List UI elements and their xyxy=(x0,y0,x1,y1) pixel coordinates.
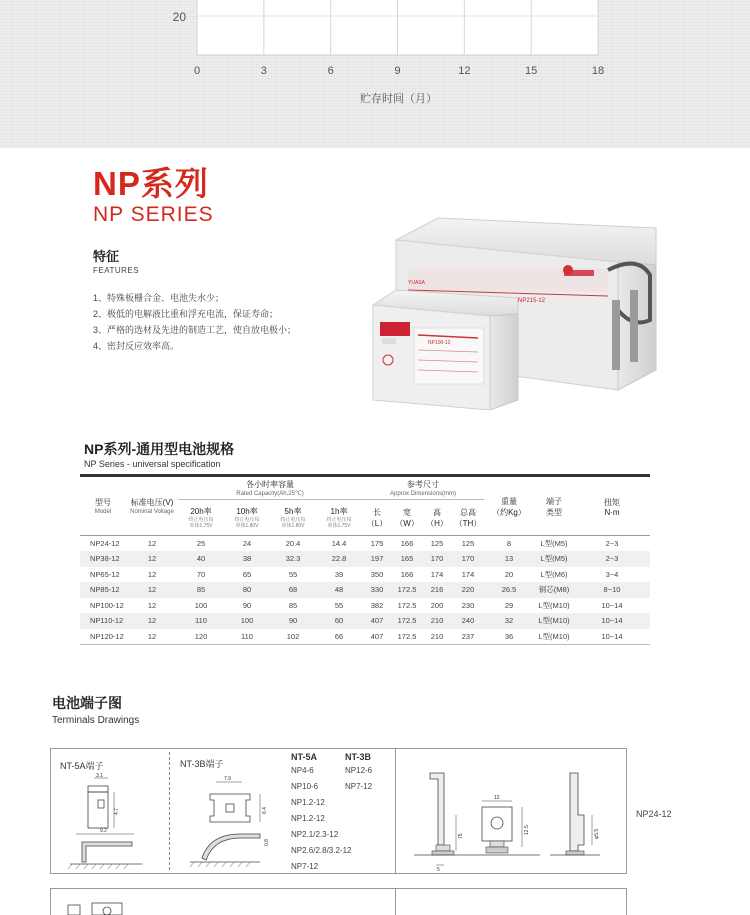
table-cell: 165 xyxy=(392,551,422,567)
header-weight: 重量 （约Kg） xyxy=(492,496,526,517)
nt3b-label: NT-3B端子 xyxy=(180,759,224,769)
table-cell: L型(M10) xyxy=(538,600,570,610)
table-cell: 85 xyxy=(178,582,224,598)
table-cell: 70 xyxy=(196,569,206,579)
battery-brand-text: YUASA xyxy=(408,280,425,286)
table-cell: 38 xyxy=(224,551,270,567)
header-voltage: 标准电压(V) Nominal Voltage xyxy=(130,498,174,515)
table-cell: 68 xyxy=(270,582,316,598)
table-cell: L型(M10) xyxy=(538,631,570,641)
table-cell: 100 xyxy=(224,613,270,629)
table-cell: 407 xyxy=(370,631,384,641)
table-cell: 2~3 xyxy=(605,539,619,548)
cell-model: NP38-12 xyxy=(80,551,126,567)
table-cell: 210 xyxy=(422,613,452,629)
lower-terminal-drawing xyxy=(62,895,142,915)
table-cell: 197 xyxy=(362,551,392,567)
table-cell: 12 xyxy=(147,569,157,579)
table-cell: 12 xyxy=(147,631,157,641)
header-rate-5h: 5h率 终止电压每 单体1.80V xyxy=(280,507,306,529)
x-tick-label: 18 xyxy=(591,65,605,77)
features-subtitle: FEATURES xyxy=(93,266,140,275)
np24-dim-w: 12 xyxy=(494,795,500,801)
model-item: NP1.2-12 xyxy=(291,798,325,807)
features-list xyxy=(93,290,296,354)
table-cell: 100 xyxy=(194,600,208,610)
model-item: NP10-6 xyxy=(291,782,319,791)
table-cell: 60 xyxy=(316,613,362,629)
table-cell: 170 xyxy=(452,551,484,567)
nt5a-terminal-drawing xyxy=(62,772,162,872)
spec-title: NP系列-通用型电池规格 xyxy=(84,441,235,457)
chart-strip xyxy=(0,0,750,148)
table-cell: 55 xyxy=(288,569,298,579)
terminals-divider xyxy=(169,752,170,870)
table-cell: 铜芯(M8) xyxy=(534,582,574,598)
nt3b-dim-t: 0.8 xyxy=(264,839,270,846)
table-cell: 2~3 xyxy=(574,551,650,567)
series-subtitle: NP SERIES xyxy=(93,203,214,226)
table-cell: 25 xyxy=(196,539,206,548)
table-cell: 10~14 xyxy=(601,631,623,641)
table-cell: 20 xyxy=(504,569,514,579)
header-model: 型号 Model xyxy=(94,498,112,515)
table-cell: 32.3 xyxy=(270,551,316,567)
header-dim-w: 宽 （W） xyxy=(395,507,419,528)
table-cell: 8 xyxy=(506,539,512,548)
table-cell: 172.5 xyxy=(392,613,422,629)
spec-table-head xyxy=(80,478,650,536)
header-torque: 扭矩 N·m xyxy=(604,497,620,517)
model-item: NP12-6 xyxy=(345,766,373,775)
battery-product-image xyxy=(368,210,668,410)
table-row xyxy=(80,582,650,598)
header-capacity: 各小时率容量 Rated Capacity(Ah,25℃) xyxy=(178,478,362,500)
table-cell: 237 xyxy=(461,631,475,641)
series-title: NP系列 xyxy=(93,165,209,202)
table-cell: 220 xyxy=(452,582,484,598)
terminals-separator-lower xyxy=(395,888,396,915)
np24-dim-d: φ5.5 xyxy=(594,828,600,839)
model-item: NP7-12 xyxy=(345,782,373,791)
nt3b-terminal-drawing xyxy=(180,772,280,872)
table-cell: 172.5 xyxy=(397,631,417,641)
cell-model: NP24-12 xyxy=(90,539,120,548)
model-item: NP7-12 xyxy=(291,862,319,871)
table-cell: 29 xyxy=(504,600,514,610)
table-cell: 36 xyxy=(504,631,514,641)
feature-item: 1、特殊板栅合金、电池失水少； xyxy=(93,293,225,303)
cell-model: NP100-12 xyxy=(90,600,124,610)
table-row xyxy=(80,613,650,629)
terminals-title: 电池端子图 xyxy=(52,695,122,711)
table-cell: L型(M5) xyxy=(540,539,568,548)
table-cell: 3~4 xyxy=(605,569,619,579)
table-cell: 80 xyxy=(224,582,270,598)
table-cell: 12 xyxy=(126,613,178,629)
table-cell: 22.8 xyxy=(316,551,362,567)
table-row xyxy=(80,536,650,552)
table-cell: 240 xyxy=(452,613,484,629)
table-cell: 65 xyxy=(242,569,252,579)
spec-table-body xyxy=(80,536,650,645)
table-row xyxy=(80,598,650,614)
nt5a-dim-len: 9.2 xyxy=(100,828,107,834)
table-cell: L型(M10) xyxy=(534,613,574,629)
table-cell: 24 xyxy=(242,539,252,548)
small-battery xyxy=(373,290,518,410)
np24-dim-w2: 5 xyxy=(437,867,440,873)
terminals-separator xyxy=(395,748,396,874)
header-dim-h: 高 （H） xyxy=(426,507,448,528)
table-cell: 39 xyxy=(334,569,344,579)
table-cell: 90 xyxy=(270,613,316,629)
nt5a-model-list xyxy=(291,763,351,875)
table-cell: 216 xyxy=(422,582,452,598)
table-cell: 175 xyxy=(370,539,384,548)
feature-item: 4、密封反应效率高。 xyxy=(93,341,180,351)
cell-model: NP110-12 xyxy=(80,613,126,629)
feature-item: 2、极低的电解液比重和浮充电流，保证寿命； xyxy=(93,309,279,319)
model-item: NP4-6 xyxy=(291,766,314,775)
model-item: NP1.2-12 xyxy=(291,814,325,823)
header-dim-l: 长 （L） xyxy=(366,507,388,528)
nt5a-col-head: NT-5A xyxy=(291,752,318,762)
spec-table xyxy=(80,478,650,645)
table-cell: 210 xyxy=(430,631,444,641)
table-cell: 12 xyxy=(126,551,178,567)
table-cell: 407 xyxy=(362,613,392,629)
y-tick-label: 20 xyxy=(172,10,186,24)
table-cell: 125 xyxy=(430,539,444,548)
battery-small-model-text: NP100-12 xyxy=(428,340,451,346)
table-cell: 12 xyxy=(147,600,157,610)
table-cell: L型(M6) xyxy=(540,569,568,579)
table-cell: 174 xyxy=(430,569,444,579)
x-axis-label: 贮存时间（月） xyxy=(360,93,437,105)
table-cell: 85 xyxy=(288,600,298,610)
terminals-subtitle: Terminals Drawings xyxy=(52,715,140,726)
table-cell: 13 xyxy=(484,551,534,567)
cell-model: NP85-12 xyxy=(80,582,126,598)
table-cell: 102 xyxy=(286,631,300,641)
table-cell: 14.4 xyxy=(331,539,347,548)
nt3b-model-list xyxy=(345,763,372,795)
x-tick-label: 6 xyxy=(327,65,334,77)
nt3b-dim-h: 6.4 xyxy=(262,807,268,814)
table-cell: 110 xyxy=(241,631,253,641)
table-cell: 40 xyxy=(178,551,224,567)
header-dimensions: 参考尺寸 Approx Dimensions(mm) xyxy=(362,478,484,500)
np24-label: NP24-12 xyxy=(636,809,672,819)
table-cell: 382 xyxy=(370,600,384,610)
header-rate-20h: 20h率 终止电压每 单体1.75V xyxy=(188,507,214,529)
table-cell: 230 xyxy=(461,600,475,610)
spec-rule xyxy=(80,474,650,477)
table-cell: 125 xyxy=(461,539,475,548)
table-cell: 172.5 xyxy=(397,600,417,610)
feature-item: 3、严格的选材及先进的制造工艺，使自放电极小； xyxy=(93,325,297,335)
spec-subtitle: NP Series - universal specification xyxy=(84,459,221,469)
cell-model: NP120-12 xyxy=(90,631,124,641)
header-dim-th: 总高 （TH） xyxy=(454,507,482,528)
table-cell: 10~14 xyxy=(574,613,650,629)
table-cell: 350 xyxy=(370,569,384,579)
table-cell: 330 xyxy=(362,582,392,598)
table-cell: 166 xyxy=(400,569,414,579)
table-cell: 12 xyxy=(126,582,178,598)
header-rate-10h: 10h率 终止电压每 单体1.80V xyxy=(234,507,260,529)
storage-chart xyxy=(0,0,750,148)
table-row xyxy=(80,629,650,645)
nt5a-dim-w: 3.1 xyxy=(96,773,103,779)
nt5a-dim-h: 4.7 xyxy=(114,808,120,815)
header-rate-1h: 1h率 终止电压每 单体1.75V xyxy=(326,507,352,529)
nt3b-col-head: NT-3B xyxy=(345,752,372,762)
model-item: NP2.1/2.3-12 xyxy=(291,830,339,839)
table-cell: 90 xyxy=(242,600,252,610)
np24-dim-h2: 75 xyxy=(458,833,464,839)
table-cell: 55 xyxy=(334,600,344,610)
table-cell: 10~14 xyxy=(601,600,623,610)
np24-dim-h1: 12.5 xyxy=(524,825,530,835)
model-item: NP2.6/2.8/3.2-12 xyxy=(291,846,352,855)
table-cell: 12 xyxy=(147,539,157,548)
table-cell: 20.4 xyxy=(285,539,301,548)
table-cell: 200 xyxy=(430,600,444,610)
header-terminal: 端子 类型 xyxy=(546,496,562,517)
nt5a-label: NT-5A端子 xyxy=(60,761,104,771)
table-cell: 166 xyxy=(400,539,414,548)
x-tick-label: 0 xyxy=(193,65,201,77)
x-tick-label: 3 xyxy=(260,65,267,77)
x-tick-label: 15 xyxy=(525,65,538,77)
table-row xyxy=(80,567,650,583)
table-cell: 32 xyxy=(484,613,534,629)
x-tick-label: 9 xyxy=(394,65,401,77)
table-cell: 8~10 xyxy=(574,582,650,598)
table-cell: 110 xyxy=(178,613,224,629)
features-title: 特征 xyxy=(93,249,120,264)
table-cell: 48 xyxy=(316,582,362,598)
table-cell: 170 xyxy=(422,551,452,567)
cell-model: NP65-12 xyxy=(90,569,120,579)
table-cell: 66 xyxy=(334,631,344,641)
nt3b-dim-w: 7.9 xyxy=(224,776,231,782)
table-cell: 174 xyxy=(461,569,475,579)
np24-terminal-drawing xyxy=(400,755,630,873)
table-cell: L型(M5) xyxy=(534,551,574,567)
table-cell: 172.5 xyxy=(392,582,422,598)
table-cell: 26.5 xyxy=(484,582,534,598)
table-row xyxy=(80,551,650,567)
table-cell: 120 xyxy=(194,631,208,641)
x-tick-label: 12 xyxy=(458,65,471,77)
battery-large-model-text: NP215-12 xyxy=(518,298,546,304)
